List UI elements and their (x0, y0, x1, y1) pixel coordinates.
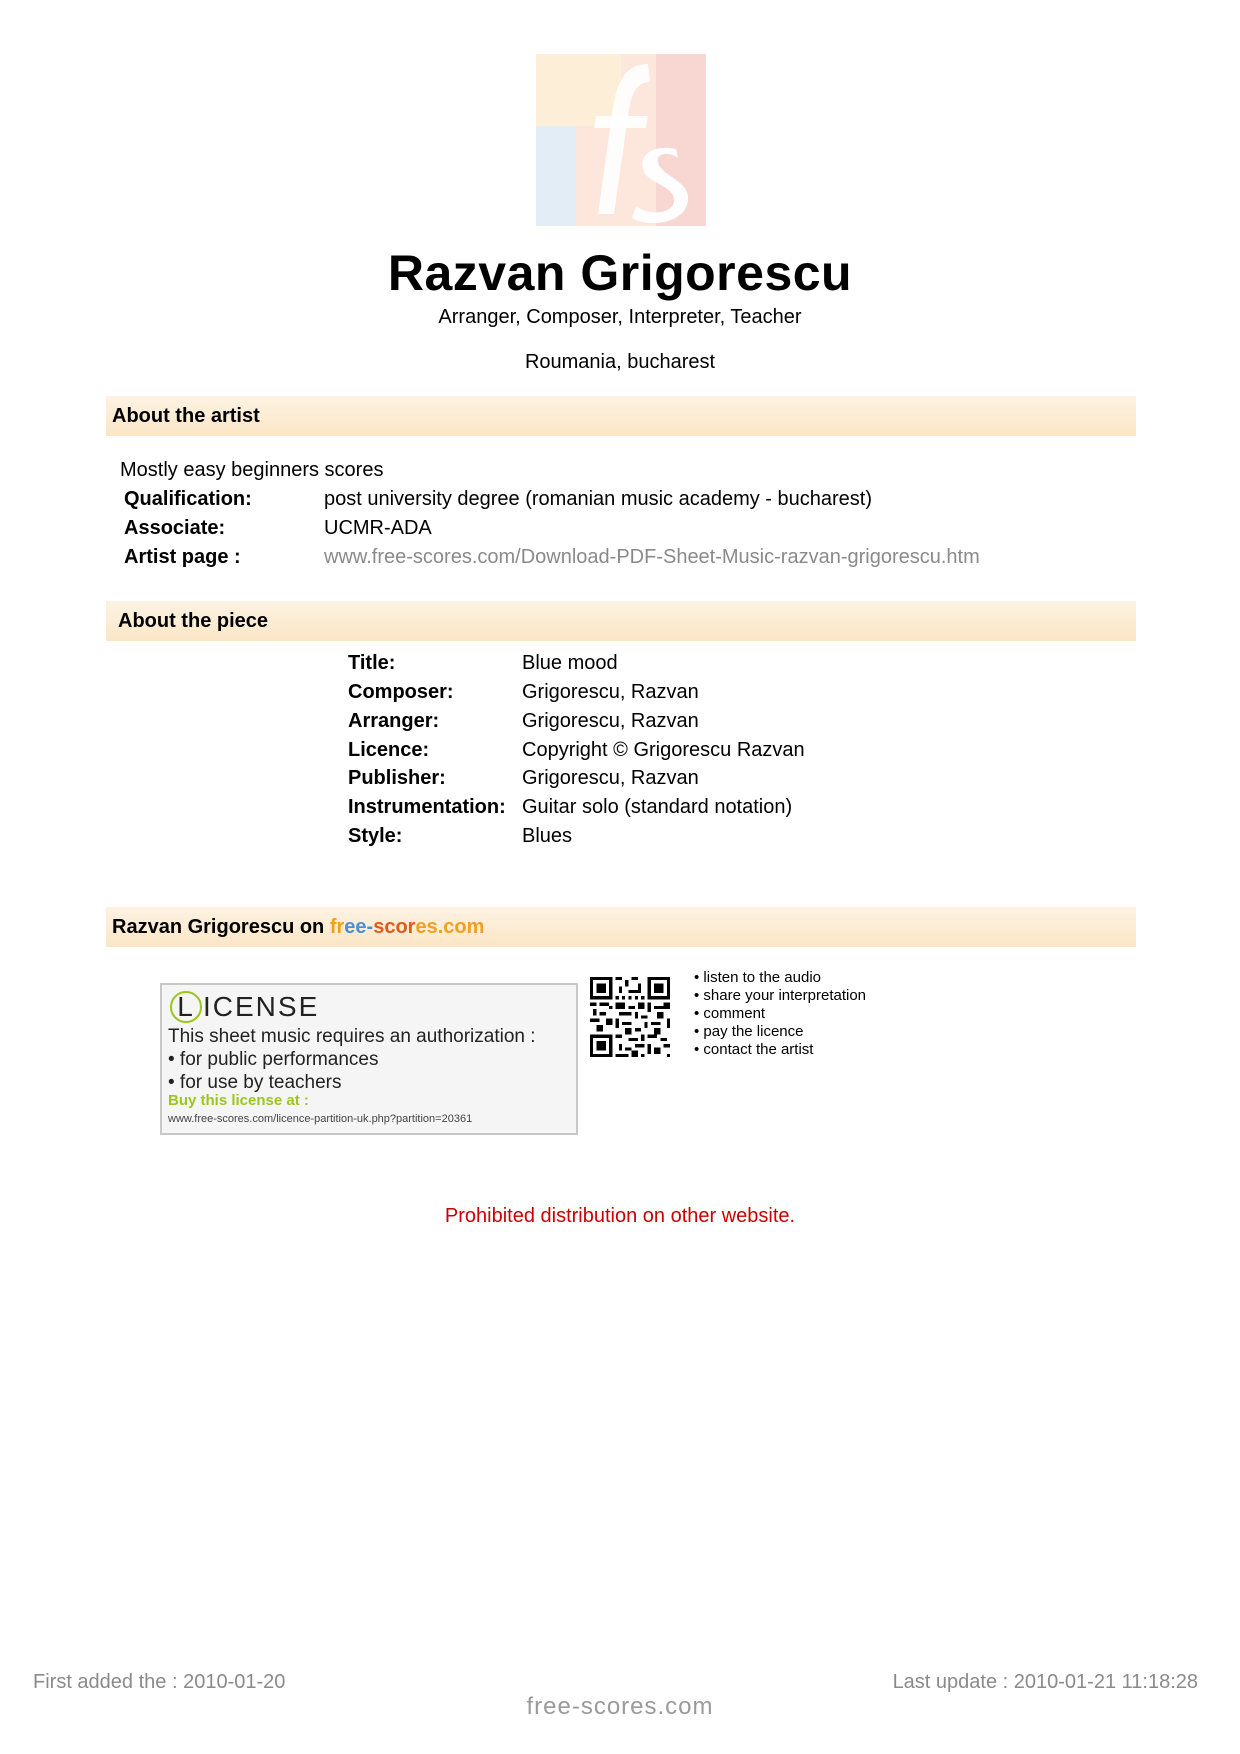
qr-code[interactable] (590, 977, 670, 1057)
associate-value: UCMR-ADA (324, 517, 432, 539)
licence-label: Licence: (348, 739, 430, 761)
brand-part-3: - (366, 916, 374, 938)
license-text (168, 1025, 536, 1094)
arranger-value: Grigorescu, Razvan (522, 710, 699, 732)
license-title-rest: ICENSE (203, 991, 320, 1022)
feature-share-interpretation[interactable]: • share your interpretation (694, 987, 867, 1004)
composer-value: Grigorescu, Razvan (522, 681, 699, 703)
qualification-label: Qualification: (124, 488, 252, 510)
first-added-date: First added the : 2010-01-20 (33, 1671, 286, 1693)
feature-pay-licence[interactable]: • pay the licence (694, 1023, 804, 1040)
free-scores-logo (536, 54, 706, 226)
license-line: • for use by teachers (168, 1072, 342, 1093)
artist-location: Roumania, bucharest (524, 351, 716, 373)
artist-intro: Mostly easy beginners scores (120, 459, 384, 481)
publisher-label: Publisher: (348, 767, 446, 789)
style-value: Blues (522, 825, 573, 847)
footer-brand[interactable]: free-scores.com (526, 1693, 714, 1720)
instrumentation-value: Guitar solo (standard notation) (522, 796, 793, 818)
feature-comment[interactable]: • comment (694, 1005, 766, 1022)
features-list (694, 969, 866, 1059)
associate-label: Associate: (124, 517, 226, 539)
buy-license-label[interactable]: Buy this license at : (168, 1092, 309, 1109)
title-label: Title: (348, 652, 396, 674)
artist-on-site-heading (106, 907, 1136, 947)
qr-code-icon (590, 977, 670, 1057)
qualification-value: post university degree (romanian music academy - bucharest) (324, 488, 873, 510)
composer-label: Composer: (348, 681, 454, 703)
artist-name: Razvan Grigorescu (387, 245, 853, 301)
license-title (170, 991, 319, 1023)
on-site-prefix: Razvan Grigorescu on (112, 916, 330, 938)
feature-contact-artist[interactable]: • contact the artist (694, 1041, 814, 1058)
license-line: • for public performances (168, 1049, 379, 1070)
brand-part-4: scor (373, 916, 416, 938)
license-line: This sheet music requires an authorization : (168, 1026, 536, 1047)
about-artist-heading: About the artist (106, 396, 1136, 436)
brand-part-1: fr (329, 916, 345, 938)
license-box[interactable] (160, 983, 578, 1135)
instrumentation-label: Instrumentation: (348, 796, 506, 818)
artist-page-link[interactable]: www.free-scores.com/Download-PDF-Sheet-Music-razvan-grigorescu.htm (324, 546, 980, 568)
style-label: Style: (348, 825, 403, 847)
fs-logo-icon (536, 54, 706, 226)
brand-part-2: ee (344, 916, 367, 938)
last-update-date: Last update : 2010-01-21 11:18:28 (892, 1671, 1198, 1693)
arranger-label: Arranger: (348, 710, 440, 732)
licence-value: Copyright © Grigorescu Razvan (522, 739, 805, 761)
feature-listen-audio[interactable]: • listen to the audio (694, 969, 822, 986)
prohibited-notice: Prohibited distribution on other website. (444, 1205, 796, 1227)
publisher-value: Grigorescu, Razvan (522, 767, 699, 789)
artist-page-label: Artist page : (124, 546, 241, 568)
license-url-link[interactable]: www.free-scores.com/licence-partition-uk.php?partition=20361 (168, 1113, 473, 1125)
title-value: Blue mood (522, 652, 618, 674)
artist-roles: Arranger, Composer, Interpreter, Teacher (438, 306, 802, 328)
about-piece-heading: About the piece (106, 601, 1136, 641)
license-initial: L (170, 991, 202, 1023)
brand-part-5: es.com (415, 916, 485, 938)
